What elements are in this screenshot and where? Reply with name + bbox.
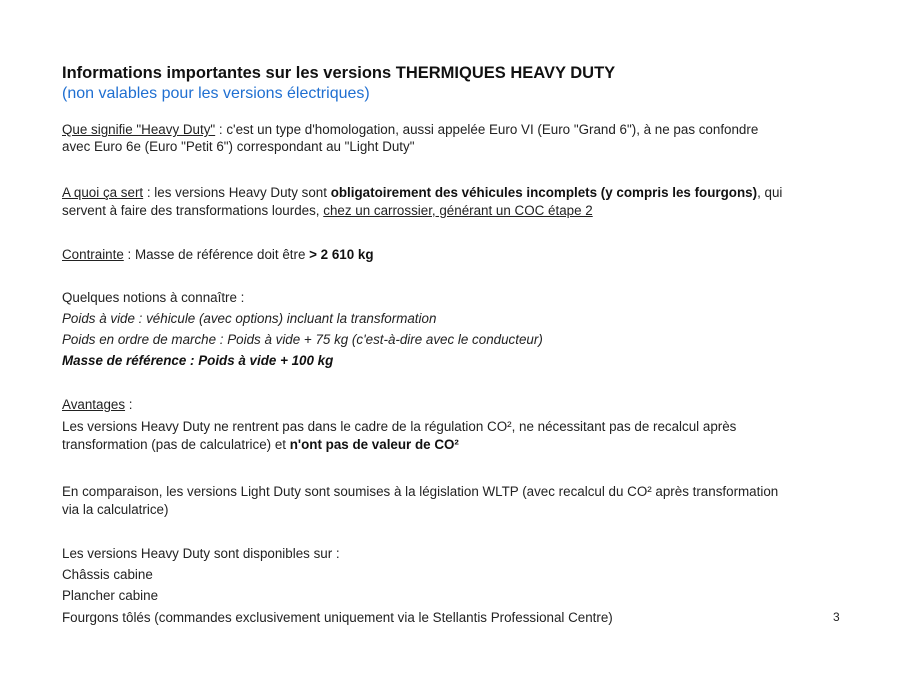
notion-item: Poids en ordre de marche : Poids à vide + 75 kg (c'est-à-dire avec le conducteur) (62, 332, 543, 347)
advantages-line-1: Les versions Heavy Duty ne rentrent pas dans le cadre de la régulation CO², ne nécessitant pas de recalcul après (62, 419, 737, 434)
notions-heading: Quelques notions à connaître : (62, 290, 245, 305)
page-subtitle: (non valables pour les versions électriques) (62, 85, 370, 102)
definition-line-2: avec Euro 6e (Euro "Petit 6") correspondant au "Light Duty" (62, 139, 415, 154)
advantages-term: Avantages (62, 397, 126, 412)
availability-item: Fourgons tôlés (commandes exclusivement uniquement via le Stellantis Professional Centre) (62, 610, 613, 625)
availability-item: Châssis cabine (62, 567, 153, 582)
comparison-line-2: via la calculatrice) (62, 502, 169, 517)
usage-line-2 (62, 202, 593, 220)
definition-line-1 (62, 121, 758, 139)
availability-item: Plancher cabine (62, 588, 159, 603)
usage-line2-underlined: chez un carrossier, générant un COC étape 2 (323, 203, 593, 218)
comparison-line-1: En comparaison, les versions Light Duty sont soumises à la législation WLTP (avec recalcul du CO² après transformation (62, 484, 779, 499)
constraint-line (62, 246, 374, 264)
usage-line-1 (62, 184, 782, 202)
usage-term: A quoi ça sert (62, 185, 144, 200)
advantages-line-2 (62, 436, 459, 454)
constraint-text: : Masse de référence doit être (123, 247, 310, 262)
notion-emphasis: Masse de référence : Poids à vide + 100 kg (62, 353, 334, 368)
advantages-line2-bold: n'ont pas de valeur de CO² (289, 437, 459, 452)
usage-bold: obligatoirement des véhicules incomplets (y compris les fourgons) (330, 185, 758, 200)
definition-term: Que signifie "Heavy Duty" (62, 122, 216, 137)
page-number: 3 (833, 610, 840, 624)
notion-item: Poids à vide : véhicule (avec options) incluant la transformation (62, 311, 437, 326)
definition-text-1: : c'est un type d'homologation, aussi appelée Euro VI (Euro "Grand 6"), à ne pas confondre (215, 122, 759, 137)
usage-line2-start: servent à faire des transformations lourdes, (62, 203, 324, 218)
page-title: Informations importantes sur les versions THERMIQUES HEAVY DUTY (62, 64, 616, 82)
usage-after-bold: , qui (757, 185, 783, 200)
advantages-heading (62, 396, 133, 414)
usage-intro: : les versions Heavy Duty sont (143, 185, 331, 200)
advantages-term-suffix: : (125, 397, 133, 412)
availability-heading: Les versions Heavy Duty sont disponibles sur : (62, 546, 340, 561)
constraint-value: > 2 610 kg (309, 247, 374, 262)
advantages-line2-start: transformation (pas de calculatrice) et (62, 437, 290, 452)
constraint-term: Contrainte (62, 247, 124, 262)
